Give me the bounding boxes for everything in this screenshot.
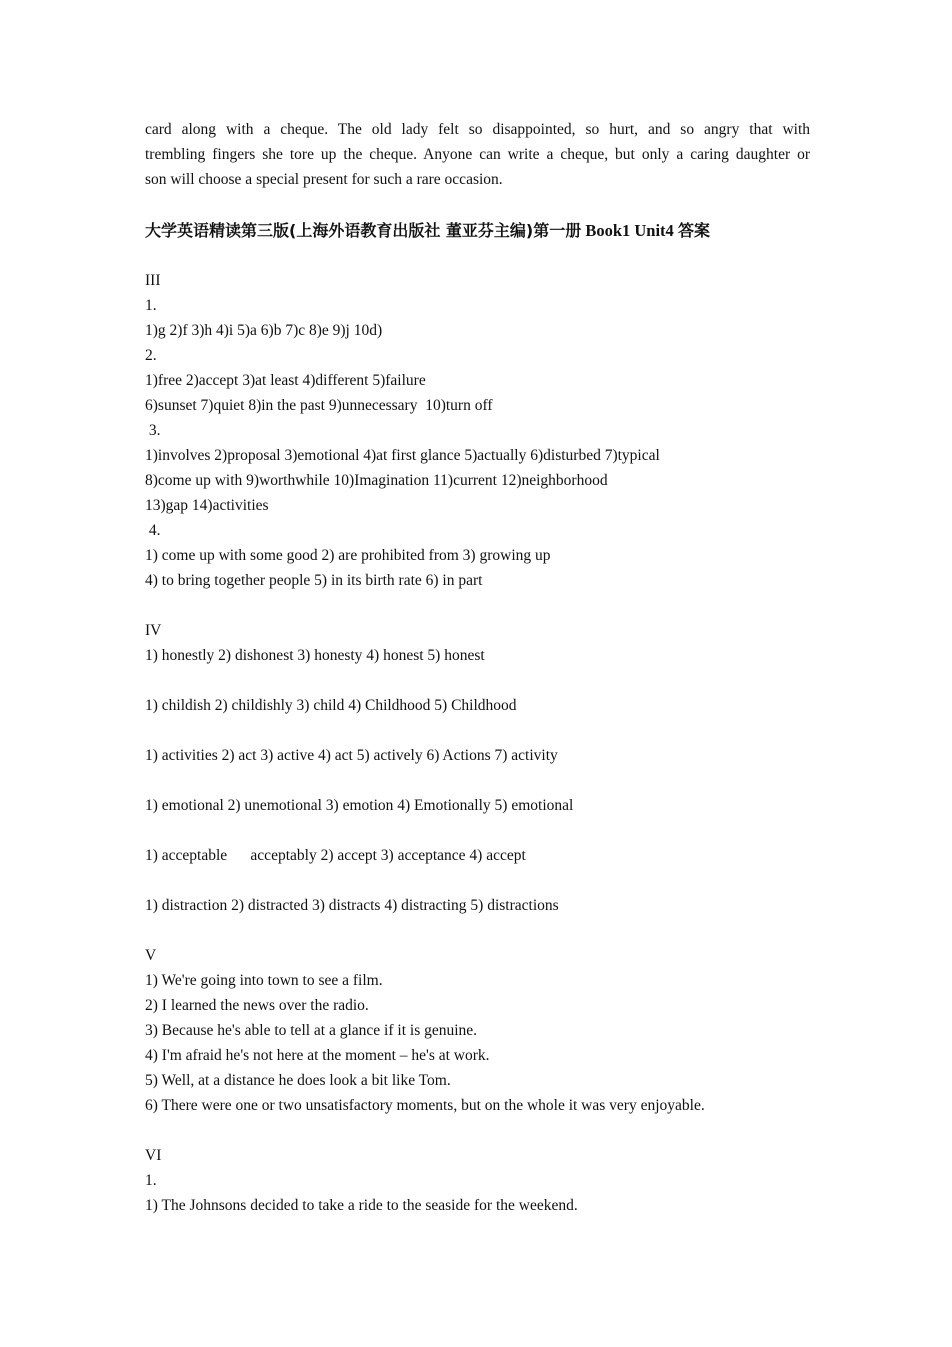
section-title: VI [145,1147,162,1164]
answer-line: 2) I learned the news over the radio. [145,997,369,1014]
answer-line: 1) The Johnsons decided to take a ride to the seaside for the weekend. [145,1197,578,1214]
heading-cn: 大学英语精读第三版(上海外语教育出版社 董亚芬主编)第一册 [145,221,582,240]
intro-paragraph [145,117,810,192]
exercise-label: 3. [145,422,161,439]
exercise-label: 2. [145,347,157,364]
section-title: IV [145,622,162,639]
spacer [145,1118,810,1143]
answer-line: 1) distraction 2) distracted 3) distracts 4) distracting 5) distractions [145,897,559,914]
answer-line: 8)come up with 9)worthwhile 10)Imagination 11)current 12)neighborhood [145,472,608,489]
heading-cn-end: 答案 [677,221,710,240]
exercise-label: 1. [145,297,157,314]
answer-line: 1) activities 2) act 3) active 4) act 5) actively 6) Actions 7) activity [145,747,558,764]
heading-en: Book1 Unit4 [581,221,678,240]
section-iii [145,268,810,593]
section-vi [145,1143,810,1218]
answer-line: 1) acceptable acceptably 2) accept 3) acceptance 4) accept [145,847,526,864]
spacer [145,868,810,893]
spacer [145,192,810,217]
spacer [145,245,810,268]
document-page [145,117,810,1218]
answer-line: 1)free 2)accept 3)at least 4)different 5)failure [145,372,426,389]
answer-line: 1) childish 2) childishly 3) child 4) Childhood 5) Childhood [145,697,517,714]
section-iv [145,618,810,918]
answer-line: 4) I'm afraid he's not here at the moment – he's at work. [145,1047,490,1064]
spacer [145,768,810,793]
spacer [145,918,810,943]
answer-line: 6) There were one or two unsatisfactory moments, but on the whole it was very enjoyable. [145,1097,705,1114]
answer-line: 1) honestly 2) dishonest 3) honesty 4) honest 5) honest [145,647,485,664]
answer-line: 1) emotional 2) unemotional 3) emotion 4) Emotionally 5) emotional [145,797,574,814]
answer-line: 1)involves 2)proposal 3)emotional 4)at first glance 5)actually 6)disturbed 7)typical [145,447,660,464]
answer-line: 5) Well, at a distance he does look a bit like Tom. [145,1072,451,1089]
exercise-label: 1. [145,1172,157,1189]
answer-line: 1)g 2)f 3)h 4)i 5)a 6)b 7)c 8)e 9)j 10d) [145,322,383,339]
paragraph-line: trembling fingers she tore up the cheque. Anyone can write a cheque, but only a caring daughter or [145,146,810,163]
paragraph-line: son will choose a special present for such a rare occasion. [145,171,503,188]
exercise-label: 4. [145,522,161,539]
section-heading [145,217,810,245]
section-title: III [145,272,161,289]
answer-line: 13)gap 14)activities [145,497,269,514]
paragraph-line: card along with a cheque. The old lady felt so disappointed, so hurt, and so angry that with [145,121,810,138]
spacer [145,818,810,843]
spacer [145,593,810,618]
answer-line: 4) to bring together people 5) in its birth rate 6) in part [145,572,483,589]
spacer [145,718,810,743]
spacer [145,668,810,693]
answer-line: 1) come up with some good 2) are prohibited from 3) growing up [145,547,551,564]
answer-line: 1) We're going into town to see a film. [145,972,383,989]
answer-line: 6)sunset 7)quiet 8)in the past 9)unnecessary 10)turn off [145,397,493,414]
section-title: V [145,947,157,964]
section-v [145,943,810,1118]
answer-line: 3) Because he's able to tell at a glance if it is genuine. [145,1022,478,1039]
